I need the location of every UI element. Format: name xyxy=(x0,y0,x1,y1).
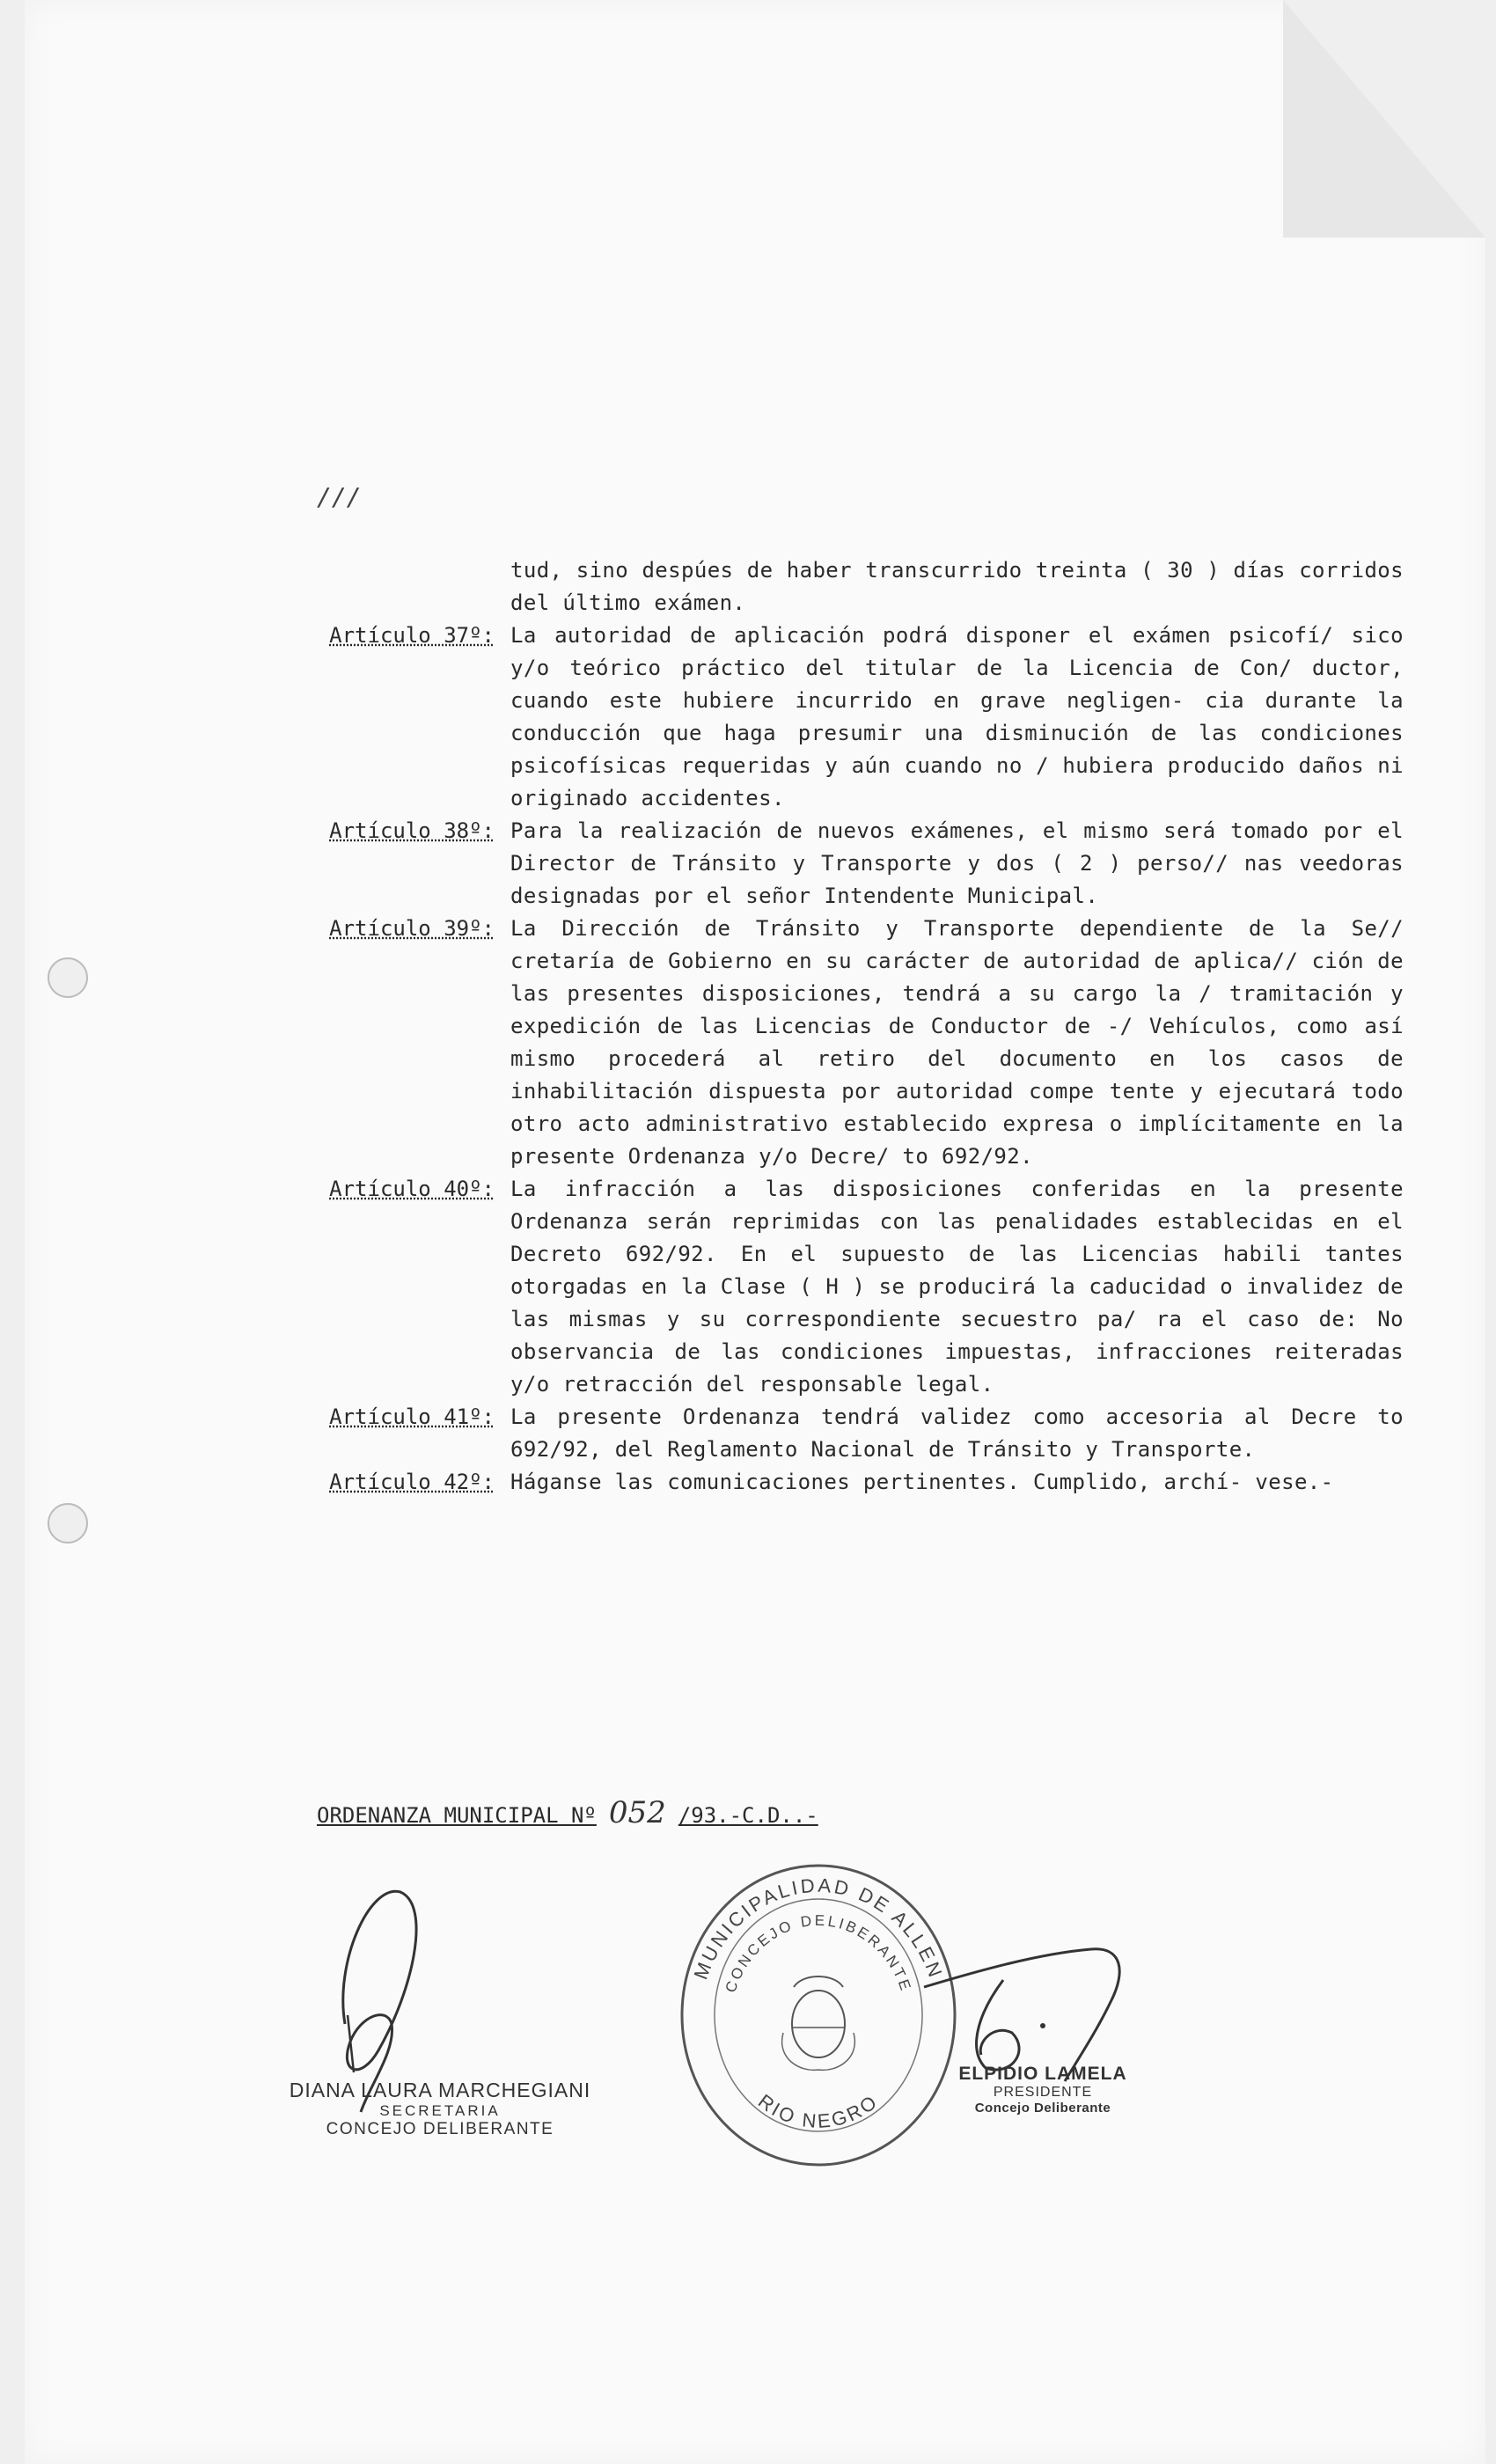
signer-right-org: Concejo Deliberante xyxy=(974,2101,1111,2116)
article-row xyxy=(0,554,1461,620)
article-text: La autoridad de aplicación podrá disponer el exámen psicofí/ sico y/o teórico práctico del titular de la Licencia de Con/ ductor, cuando este hubiere incurrido en grave negligen- cia durante la conducción que haga presumir una disminución de las condiciones psicofísicas requeridas y aún cuando no / hubiera producido daños ni originado accidentes. xyxy=(510,623,1404,810)
ordinance-suffix: /93.-C.D..- xyxy=(678,1803,818,1828)
signer-left-role: SECRETARIA xyxy=(379,2102,501,2119)
article-label: Artículo 41º: xyxy=(329,1404,495,1429)
seal-inner-text: CONCEJO DELIBERANTE xyxy=(722,1911,915,1995)
article-label: Artículo 37º: xyxy=(329,623,495,648)
article-label: Artículo 42º: xyxy=(329,1470,495,1494)
folded-corner xyxy=(1283,0,1485,238)
article-label xyxy=(0,554,510,620)
articles-body xyxy=(0,554,1461,1499)
article-label: Artículo 40º: xyxy=(329,1177,495,1201)
signer-left-org: CONCEJO DELIBERANTE xyxy=(326,2120,554,2138)
article-row xyxy=(0,620,1461,815)
ordinance-number: 052 xyxy=(608,1795,666,1830)
punch-hole-bottom xyxy=(48,1503,88,1544)
signature-left xyxy=(264,2079,616,2139)
article-row xyxy=(0,1401,1461,1466)
article-row xyxy=(0,913,1461,1173)
article-row xyxy=(0,1466,1461,1499)
seal-top-text: MUNICIPALIDAD DE ALLEN xyxy=(689,1874,948,1983)
article-row xyxy=(0,1173,1461,1401)
article-label: Artículo 38º: xyxy=(329,818,495,843)
article-row xyxy=(0,815,1461,913)
ordinance-prefix: ORDENANZA MUNICIPAL Nº xyxy=(317,1803,597,1828)
article-label: Artículo 39º: xyxy=(329,916,495,941)
article-text: tud, sino despúes de haber transcurrido treinta ( 30 ) días corridos del último exámen. xyxy=(510,558,1404,615)
ordinance-number-line xyxy=(317,1795,818,1830)
signer-right-name: ELPIDIO LAMELA xyxy=(958,2064,1127,2084)
article-text: La presente Ordenanza tendrá validez como accesoria al Decre to 692/92, del Reglamento Nacional de Tránsito y Transporte. xyxy=(510,1404,1404,1462)
signature-right xyxy=(933,2064,1153,2116)
seal-bottom-text: RIO NEGRO xyxy=(753,2089,884,2133)
page-continuation-marker: /// xyxy=(317,482,362,511)
article-text: Para la realización de nuevos exámenes, el mismo será tomado por el Director de Tránsito y Transporte y dos ( 2 ) perso// nas veedoras designadas por el señor Intendente Municipal. xyxy=(510,818,1404,908)
article-text: Háganse las comunicaciones pertinentes. Cumplido, archí- vese.- xyxy=(510,1470,1334,1494)
article-text: La Dirección de Tránsito y Transporte dependiente de la Se// cretaría de Gobierno en su carácter de autoridad de aplica// ción de las presentes disposiciones, tendrá a su cargo la / tramitación y expedición de las Licencias de Conductor de -/ Vehículos, como así mismo procederá al retiro del documento en los casos de inhabilitación dispuesta por autoridad compe tente y ejecutará todo otro acto administrativo establecido expresa o implícitamente en la presente Ordenanza y/o Decre/ to 692/92. xyxy=(510,916,1404,1169)
signer-right-role: PRESIDENTE xyxy=(993,2085,1093,2100)
signer-left-name: DIANA LAURA MARCHEGIANI xyxy=(289,2079,591,2101)
article-text: La infracción a las disposiciones conferidas en la presente Ordenanza serán reprimidas con las penalidades establecidas en el Decreto 692/92. En el supuesto de las Licencias habili tantes otorgadas en la Clase ( H ) se producirá la caducidad o invalidez de las mismas y su correspondiente secuestro pa/ ra el caso de: No observancia de las condiciones impuestas, infracciones reiteradas y/o retracción del responsable legal. xyxy=(510,1177,1404,1397)
